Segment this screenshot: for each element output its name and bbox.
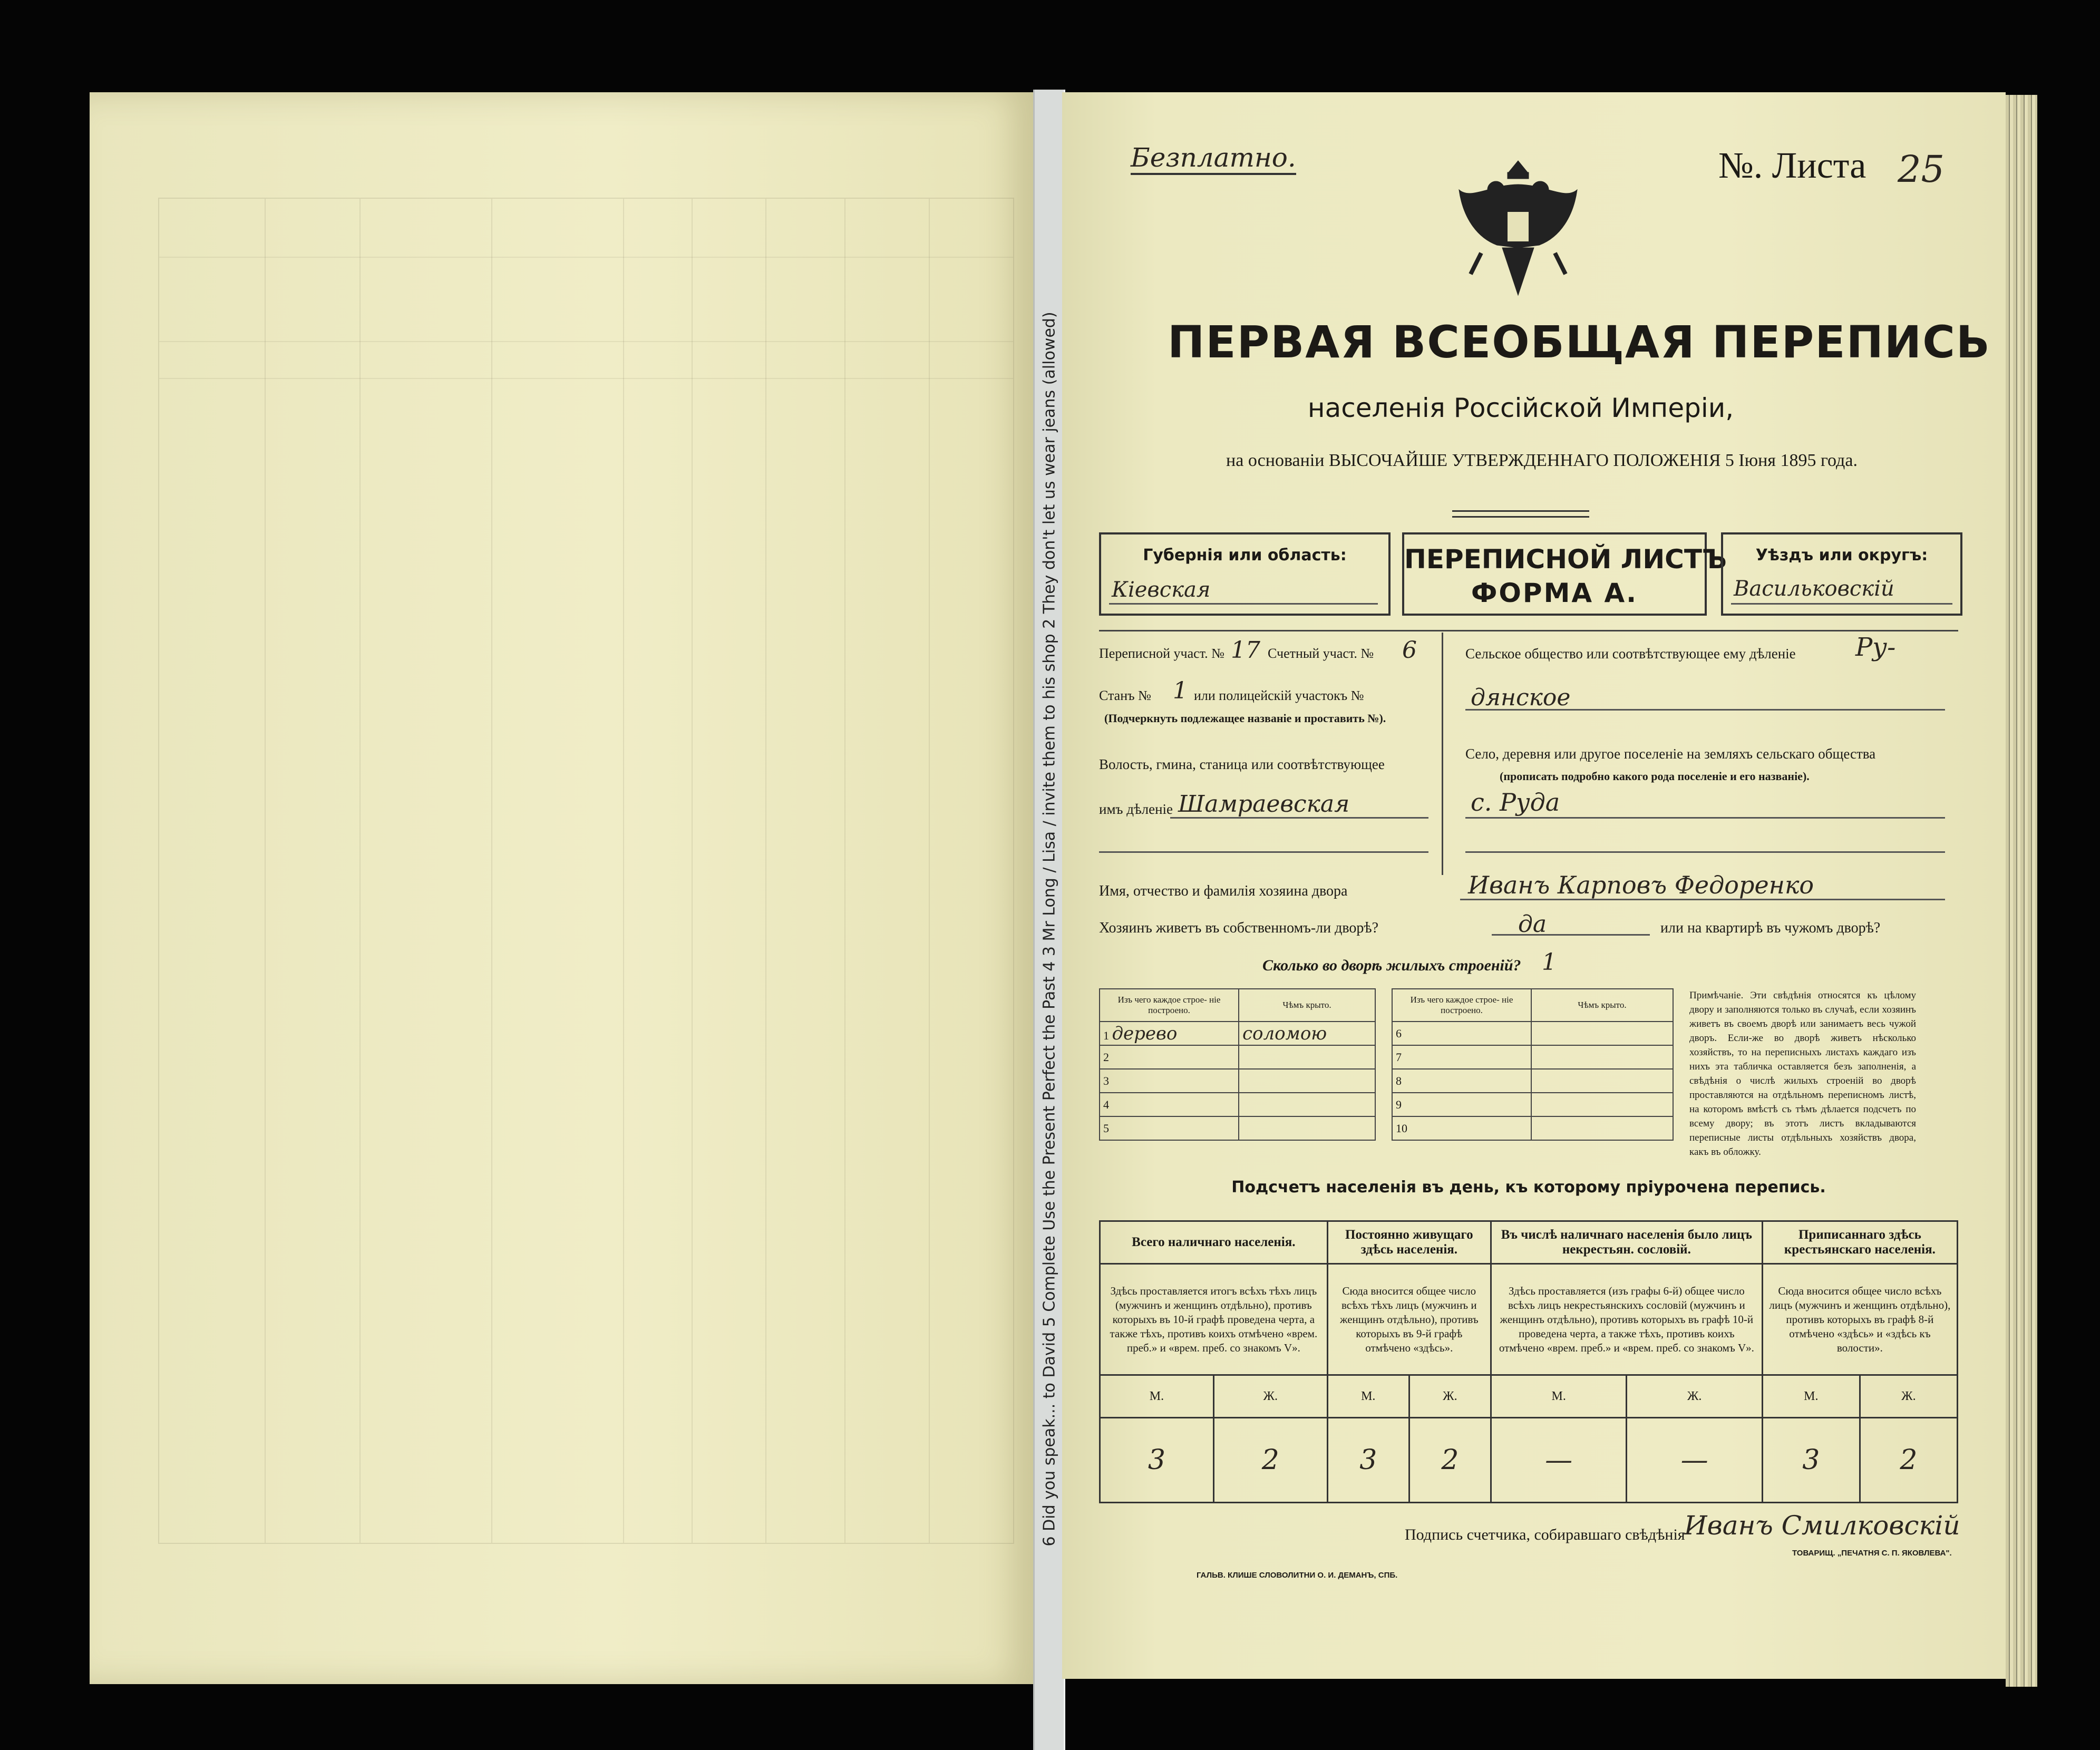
volost-value[interactable]: Шамраевская <box>1178 791 1350 818</box>
roof-cell[interactable] <box>1239 1093 1375 1116</box>
count-value[interactable]: 2 <box>1860 1418 1957 1503</box>
buildings-table-left <box>1099 988 1376 1141</box>
bleed-through-grid <box>158 198 1014 1544</box>
table-row[interactable]: 4 <box>1100 1093 1239 1116</box>
uchastok-label: Переписной участ. № <box>1099 646 1224 661</box>
form-title: ПЕРЕПИСНОЙ ЛИСТЪ <box>1404 544 1727 575</box>
roof-cell[interactable] <box>1531 1069 1673 1093</box>
table-row[interactable]: 10 <box>1392 1116 1531 1140</box>
material-header: Изъ чего каждое строе- ніе построено. <box>1100 989 1239 1022</box>
buildings-label: Сколько во дворѣ жилыхъ строеній? <box>1262 957 1521 974</box>
roof-cell[interactable] <box>1531 1045 1673 1069</box>
enumerator-signature[interactable]: Иванъ Смилковскій <box>1684 1510 1960 1541</box>
roof-cell[interactable] <box>1531 1093 1673 1116</box>
volost-label: Волость, гмина, станица или соотвѣтствующее <box>1099 756 1385 772</box>
table-row[interactable]: 5 <box>1100 1116 1239 1140</box>
roof-cell[interactable] <box>1531 1022 1673 1045</box>
selo-note: (прописать подробно какого рода поселеніе и его названіе). <box>1500 770 1810 783</box>
roof-cell[interactable] <box>1239 1045 1375 1069</box>
count-title: Подсчетъ населенія въ день, къ которому пріурочена перепись. <box>1231 1178 1826 1197</box>
lives-label-2: или на квартирѣ въ чужомъ дворѣ? <box>1660 920 1881 936</box>
binding-tape <box>1033 90 1065 1750</box>
col-header: Всего наличнаго населенія. <box>1100 1221 1328 1264</box>
left-page <box>90 92 1033 1684</box>
form-letter: ФОРМА А. <box>1471 578 1638 608</box>
schetny-value[interactable]: 6 <box>1402 637 1417 664</box>
stan-label: Станъ № <box>1099 688 1151 703</box>
count-value[interactable]: 3 <box>1762 1418 1860 1503</box>
form-title-box <box>1402 532 1727 616</box>
uezd-box <box>1721 532 1962 616</box>
count-value[interactable]: 2 <box>1409 1418 1491 1503</box>
document-title: ПЕРВАЯ ВСЕОБЩАЯ ПЕРЕПИСЬ <box>1168 316 1991 368</box>
count-value[interactable]: — <box>1627 1418 1762 1503</box>
signature-label: Подпись счетчика, собиравшаго свѣдѣнія <box>1405 1526 1685 1543</box>
female-label: Ж. <box>1627 1375 1762 1418</box>
volost-label-2: имъ дѣленіе <box>1099 801 1173 817</box>
roof-cell[interactable] <box>1531 1116 1673 1140</box>
col-description: Сюда вносится общее число всѣхъ тѣхъ лицъ (мужчинъ и женщинъ отдѣльно), противъ которыхъ въ 9-й графѣ отмѣчено «здѣсь». <box>1327 1264 1491 1375</box>
buildings-value[interactable]: 1 <box>1542 949 1557 976</box>
stan-value[interactable]: 1 <box>1173 677 1188 704</box>
police-label: или полицейскій участокъ № <box>1194 688 1364 703</box>
col-header: Приписаннаго здѣсь крестьянскаго населенія. <box>1762 1221 1957 1264</box>
count-value[interactable]: 3 <box>1327 1418 1409 1503</box>
lives-value[interactable]: да <box>1518 911 1547 938</box>
society-value-2[interactable]: дянское <box>1471 684 1571 711</box>
legal-basis: на основаніи ВЫСОЧАЙШЕ УТВЕРЖДЕННАГО ПОЛОЖЕНІЯ 5 Іюня 1895 года. <box>1226 451 1858 470</box>
col-header: Въ числѣ наличнаго населенія было лицъ некрестьян. сословій. <box>1491 1221 1762 1264</box>
table-row[interactable]: 8 <box>1392 1069 1531 1093</box>
owner-value[interactable]: Иванъ Карповъ Федоренко <box>1468 871 1814 899</box>
table-row[interactable]: 3 <box>1100 1069 1239 1093</box>
count-value[interactable]: 3 <box>1100 1418 1214 1503</box>
underline-note: (Подчеркнуть подлежащее названіе и проставить №). <box>1104 712 1386 725</box>
male-label: М. <box>1327 1375 1409 1418</box>
col-header: Постоянно живущаго здѣсь населенія. <box>1327 1221 1491 1264</box>
guberniya-label: Губернія или область: <box>1143 546 1347 565</box>
roof-header: Чѣмъ крыто. <box>1531 989 1673 1022</box>
male-label: М. <box>1100 1375 1214 1418</box>
selo-label: Село, деревня или другое поселеніе на земляхъ сельскаго общества <box>1465 746 1876 762</box>
schetny-label: Счетный участ. № <box>1268 646 1374 661</box>
uchastok-value[interactable]: 17 <box>1231 637 1260 664</box>
col-description: Сюда вносится общее число всѣхъ лицъ (мужчинъ и женщинъ отдѣльно), противъ которыхъ въ графѣ 8-й отмѣчено «здѣсь» и «здѣсь къ волости». <box>1762 1264 1957 1375</box>
material-header: Изъ чего каждое строе- ніе построено. <box>1392 989 1531 1022</box>
population-count-table <box>1099 1220 1958 1503</box>
male-label: М. <box>1491 1375 1626 1418</box>
uezd-label: Уѣздъ или округъ: <box>1755 546 1928 565</box>
female-label: Ж. <box>1213 1375 1327 1418</box>
guberniya-value[interactable]: Кіевская <box>1112 578 1211 602</box>
ornament-divider <box>1452 510 1589 518</box>
female-label: Ж. <box>1409 1375 1491 1418</box>
table-row[interactable]: 1 дерево <box>1100 1022 1239 1045</box>
roof-cell[interactable] <box>1239 1069 1375 1093</box>
sheet-number-label: №. Листа <box>1718 145 1866 186</box>
footer-right: ТОВАРИЩ. „ПЕЧАТНЯ С. П. ЯКОВЛЕВА". <box>1792 1549 1952 1558</box>
count-value[interactable]: 2 <box>1213 1418 1327 1503</box>
col-description: Здѣсь проставляется итогъ всѣхъ тѣхъ лицъ (мужчинъ и женщинъ отдѣльно), противъ которыхъ въ 10-й графѣ проведена черта, а также тѣхъ, противъ коихъ отмѣчено «врем. преб.» и «врем. преб. со знакомъ V». <box>1100 1264 1328 1375</box>
roof-header: Чѣмъ крыто. <box>1239 989 1375 1022</box>
count-value[interactable]: — <box>1491 1418 1626 1503</box>
table-row[interactable]: 7 <box>1392 1045 1531 1069</box>
page-edges <box>2006 95 2037 1687</box>
lives-label: Хозяинъ живетъ въ собственномъ-ли дворѣ? <box>1099 920 1379 936</box>
uezd-value[interactable]: Васильковскій <box>1734 577 1894 601</box>
female-label: Ж. <box>1860 1375 1957 1418</box>
col-description: Здѣсь проставляется (изъ графы 6-й) общее число всѣхъ лицъ некрестьянскихъ сословій (мужчинъ и женщинъ отдѣльно), противъ которыхъ въ графѣ 10-й проведена черта, а также тѣхъ, противъ коихъ отмѣчено «врем. преб.» и «врем. преб. со знакомъ V». <box>1491 1264 1762 1375</box>
guberniya-box <box>1099 532 1391 616</box>
buildings-table-right <box>1392 988 1674 1141</box>
double-headed-eagle-icon <box>1450 153 1587 306</box>
roof-cell[interactable] <box>1239 1116 1375 1140</box>
footer-left: ГАЛЬВ. КЛИШЕ СЛОВОЛИТНИ О. И. ДЕМАНЪ, СПБ. <box>1197 1571 1398 1580</box>
society-value[interactable]: Ру- <box>1855 633 1896 662</box>
note-text: Примѣчаніе. Эти свѣдѣнія относятся къ цѣлому двору и заполняются только въ случаѣ, если хозяинъ живетъ въ своемъ дворѣ или занимаетъ весь чужой дворъ. Если-же во дворѣ живетъ нѣсколько хозяйствъ, то на переписныхъ листахъ каждаго изъ нихъ эта табличка оставляется безъ заполненія, а свѣдѣнія о числѣ жилыхъ строеній во дворѣ проставляются на отдѣльномъ переписномъ листѣ, на которомъ вмѣстѣ съ тѣмъ дѣлается подсчетъ по всему двору; въ этотъ листъ вкладываются переписные листы отдѣльныхъ хозяйствъ двора, какъ въ обложку. <box>1689 990 1916 1158</box>
owner-label: Имя, отчество и фамилія хозяина двора <box>1099 883 1348 899</box>
document-subtitle: населенія Россійской Имперіи, <box>1307 393 1734 423</box>
tape-text: 6 Did you speak... to David 5 Complete Use the Present Perfect the Past 4 3 Mr Long / Lisa / invite them to his shop 2 They don't let us wear jeans (allowed) <box>1040 312 1058 1547</box>
free-of-charge-label: Безплатно. <box>1131 142 1296 175</box>
selo-value[interactable]: с. Руда <box>1471 788 1560 816</box>
male-label: М. <box>1762 1375 1860 1418</box>
sheet-number-value: 25 <box>1898 148 1945 191</box>
roof-cell[interactable]: соломою <box>1239 1022 1375 1045</box>
society-label: Сельское общество или соотвѣтствующее ему дѣленіе <box>1465 646 1796 662</box>
table-row[interactable]: 9 <box>1392 1093 1531 1116</box>
table-row[interactable]: 2 <box>1100 1045 1239 1069</box>
table-row[interactable]: 6 <box>1392 1022 1531 1045</box>
